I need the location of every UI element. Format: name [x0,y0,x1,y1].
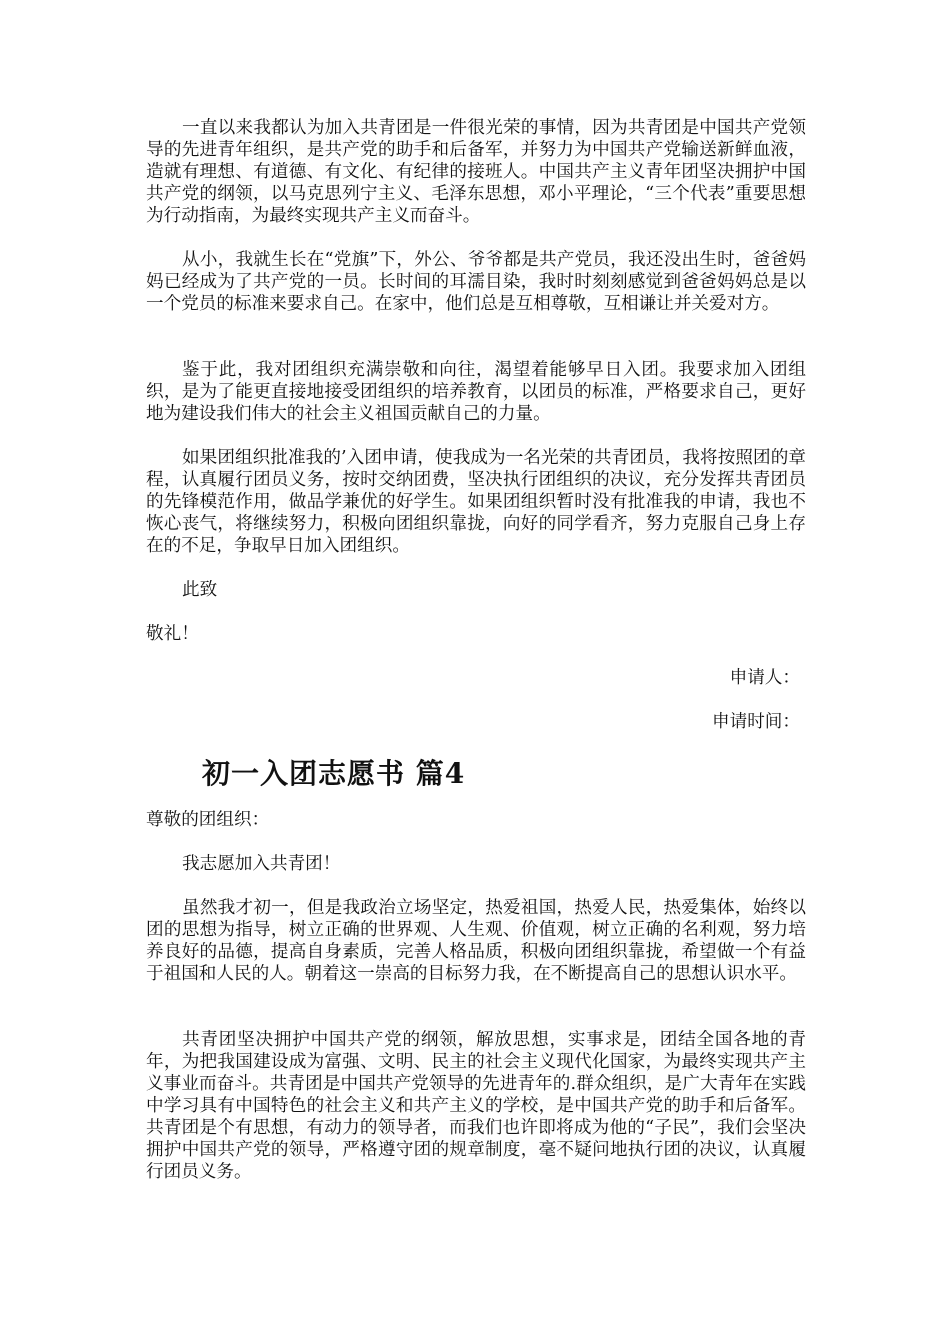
paragraph-5: 虽然我才初一，但是我政治立场坚定，热爱祖国，热爱人民，热爱集体，始终以团的思想为指导，树立正确的世界观、人生观、价值观，树立正确的名利观，努力培养良好的品德，提高自身素质，完善人格品质，积极向团组织靠拢，希望做一个有益于祖国和人民的人。朝着这一崇高的目标努力我，在不断提高自己的思想认识水平。 [146,898,806,984]
paragraph-1: 一直以来我都认为加入共青团是一件很光荣的事情，因为共青团是中国共产党领导的先进青年组织，是共产党的助手和后备军，并努力为中国共产党输送新鲜血液，造就有理想、有道德、有文化、有纪律的接班人。中国共产主义青年团坚决拥护中国共产党的纲领，以马克思列宁主义、毛泽东思想，邓小平理论，“三个代表”重要思想为行动指南，为最终实现共产主义而奋斗。 [146,118,806,226]
section-title: 初一入团志愿书 篇4 [202,757,466,790]
paragraph-4: 如果团组织批准我的’入团申请，使我成为一名光荣的共青团员，我将按照团的章程，认真履行团员义务，按时交纳团费，坚决执行团组织的决议，充分发挥共青团员的先锋模范作用，做品学兼优的好学生。如果团组织暂时没有批准我的申请，我也不恢心丧气，将继续努力，积极向团组织靠拢，向好的同学看齐，努力克服自己身上存在的不足，争取早日加入团组织。 [146,448,806,556]
salute-text: 敬礼！ [146,624,199,644]
applicant-label: 申请人： [729,668,800,688]
closing-text: 此致 [182,580,218,600]
declaration-text: 我志愿加入共青团！ [182,854,341,874]
paragraph-2: 从小，我就生长在“党旗”下，外公、爷爷都是共产党员，我还没出生时，爸爸妈妈已经成为了共产党的一员。长时间的耳濡目染，我时时刻刻感觉到爸爸妈妈总是以一个党员的标准来要求自己。在家中，他们总是互相尊敬，互相谦让并关爱对方。 [146,250,806,314]
paragraph-6: 共青团坚决拥护中国共产党的纲领，解放思想，实事求是，团结全国各地的青年，为把我国建设成为富强、文明、民主的社会主义现代化国家，为最终实现共产主义事业而奋斗。共青团是中国共产党领导的先进青年的.群众组织，是广大青年在实践中学习具有中国特色的社会主义和共产主义的学校，是中国共产党的助手和后备军。共青团是个有思想，有动力的领导者，而我们也许即将成为他的“子民”，我们会坚决拥护中国共产党的领导，严格遵守团的规章制度，毫不疑问地执行团的决议，认真履行团员义务。 [146,1030,806,1182]
paragraph-3: 鉴于此，我对团组织充满崇敬和向往，渴望着能够早日入团。我要求加入团组织，是为了能更直接地接受团组织的培养教育，以团员的标准，严格要求自己，更好地为建设我们伟大的社会主义祖国贡献自己的力量。 [146,360,806,424]
greeting-text: 尊敬的团组织： [146,810,270,830]
date-label: 申请时间： [712,712,800,732]
